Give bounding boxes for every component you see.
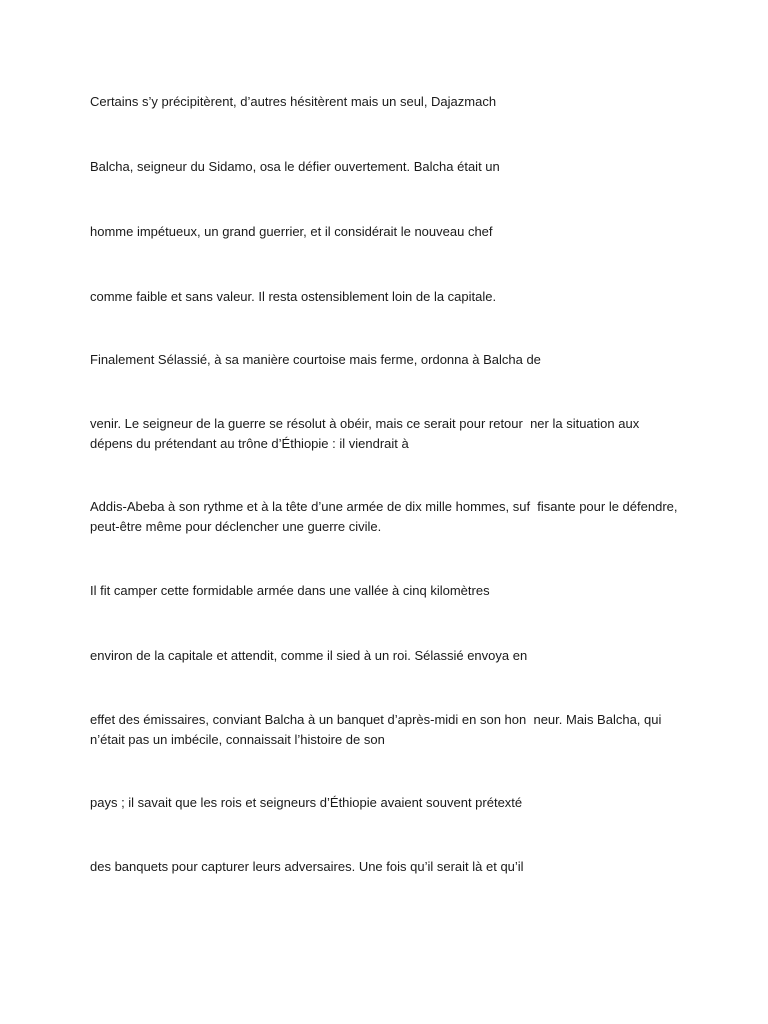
paragraph: Finalement Sélassié, à sa manière courtoise mais ferme, ordonna à Balcha de <box>90 352 541 367</box>
paragraph: environ de la capitale et attendit, comme il sied à un roi. Sélassié envoya en <box>90 648 528 663</box>
paragraph: des banquets pour capturer leurs adversaires. Une fois qu’il serait là et qu’il <box>90 859 524 874</box>
paragraph: pays ; il savait que les rois et seigneurs d’Éthiopie avaient souvent prétexté <box>90 795 523 810</box>
paragraph: Il fit camper cette formidable armée dans une vallée à cinq kilomètres <box>90 583 490 598</box>
paragraph: comme faible et sans valeur. Il resta ostensiblement loin de la capitale. <box>90 289 497 304</box>
paragraph: Addis-Abeba à son rythme et à la tête d’une armée de dix mille hommes, suf fisante pour le défendre, peut-être même pour déclencher une guerre civile. <box>90 499 682 534</box>
paragraph: Certains s’y précipitèrent, d’autres hésitèrent mais un seul, Dajazmach <box>90 94 497 109</box>
paragraph: venir. Le seigneur de la guerre se résolut à obéir, mais ce serait pour retour ner la situation aux dépens du prétendant au trône d’Éthiopie : il viendrait à <box>90 416 643 451</box>
paragraph: homme impétueux, un grand guerrier, et il considérait le nouveau chef <box>90 224 493 239</box>
paragraph: Balcha, seigneur du Sidamo, osa le défier ouvertement. Balcha était un <box>90 159 500 174</box>
paragraph: effet des émissaires, conviant Balcha à un banquet d’après-midi en son hon neur. Mais Balcha, qui n’était pas un imbécile, connaissait l’histoire de son <box>90 712 666 747</box>
